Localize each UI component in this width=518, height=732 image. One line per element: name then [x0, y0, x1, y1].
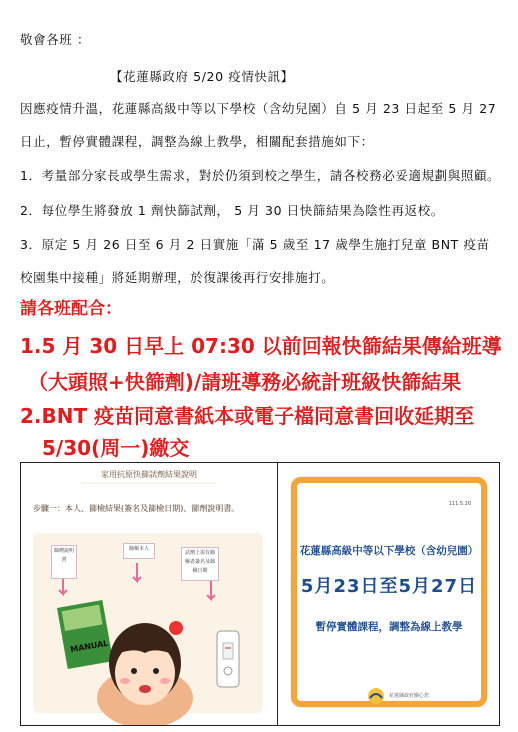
card-line-3: 暫停實體課程，調整為線上教學 [315, 621, 463, 633]
tag-person: 篩檢本人 [123, 543, 155, 559]
notice-card [291, 477, 487, 707]
cooperate-heading: 請各班配合： [20, 299, 122, 319]
notice-title: 【花蓮縣政府 5/20 疫情快訊】 [110, 69, 294, 84]
cooperate-line-3: 2.BNT 疫苗同意書紙本或電子檔同意書回收延期至 [20, 404, 475, 428]
tag-signature: 試劑上需有篩檢者簽名及篩檢日期 [181, 547, 219, 581]
card-line-2: 5月23日至5月27日 [300, 576, 478, 597]
svg-text:MANUAL: MANUAL [69, 638, 110, 655]
county-logo-icon [367, 687, 385, 705]
instructions-step: 步驟一：本人、篩檢結果(簽名及篩檢日期)、篩劑說明書。 [33, 504, 240, 513]
cooperate-line-2: （大頭照+快篩劑)/請班導務必統計班級快篩結果 [28, 370, 462, 394]
test-cassette-icon [217, 631, 239, 687]
card-line-1: 花蓮縣高級中等以下學校（含幼兒園） [299, 545, 479, 557]
cooperate-line-1: 1.5 月 30 日早上 07:30 以前回報快篩結果傳給班導 [20, 334, 502, 358]
instructions-title: 家用抗原快篩試劑結果說明 [101, 470, 197, 479]
paragraph-line-2: 日止，暫停實體課程，調整為線上教學，相關配套措施如下： [20, 134, 374, 149]
measure-1: 1．考量部分家長或學生需求，對於仍須到校之學生，請各校務必妥適規劃與照顧。 [20, 168, 501, 183]
class-suspension-notice-image [278, 463, 499, 725]
card-date: 111.5.20 [448, 501, 471, 507]
greeting: 敬會各班 ： [20, 32, 91, 47]
tag-manual: 篩劑說明書 [51, 545, 77, 579]
cooperate-line-4: 5/30(周一)繳交 [42, 436, 190, 460]
card-organization: 花蓮縣政府關心您 [389, 693, 430, 699]
paragraph-line-1: 因應疫情升溫，花蓮縣高級中等以下學校（含幼兒園）自 5 月 23 日起至 5 月 27 [20, 101, 497, 116]
measure-3-cont: 校園集中接種」將延期辦理，於復課後再行安排施打。 [20, 270, 335, 285]
measure-2: 2．每位學生將發放 1 劑快篩試劑， 5 月 30 日快篩結果為陰性再返校。 [20, 203, 444, 218]
rapid-test-instructions-image [21, 463, 277, 725]
image-frame [20, 462, 500, 726]
measure-3: 3．原定 5 月 26 日至 6 月 2 日實施「滿 5 歲至 17 歲學生施打兒童 BNT 疫苗 [20, 237, 490, 252]
